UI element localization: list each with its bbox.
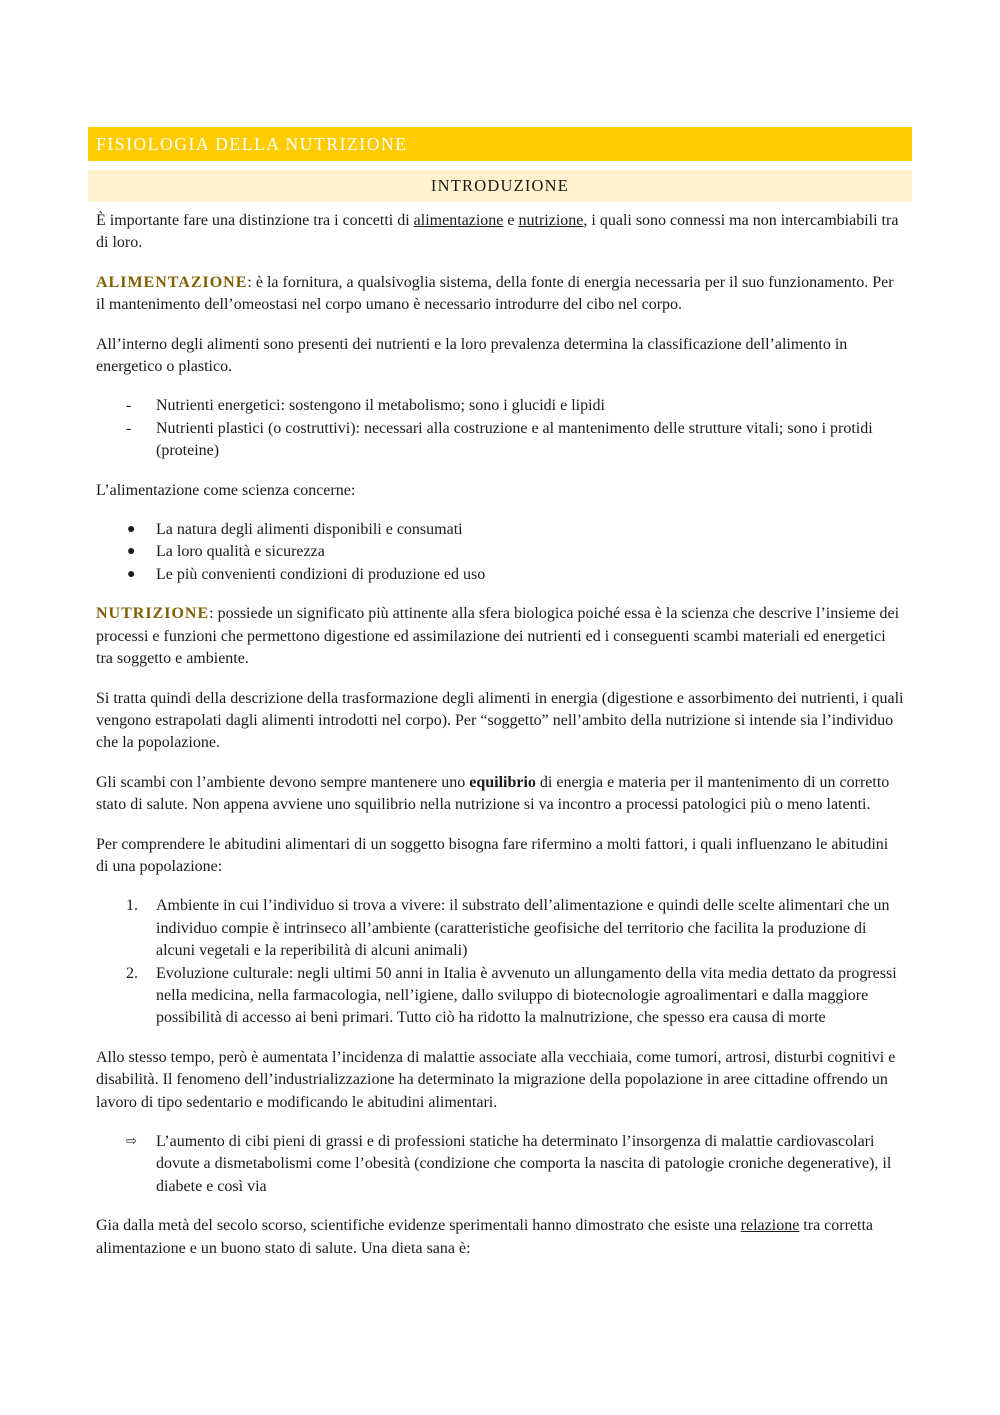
paragraph-vecchiaia: Allo stesso tempo, però è aumentata l’incidenza di malattie associate alla vecchiaia, come tumori, artrosi, disturbi cognitivi e disabilità. Il fenomeno dell’industrializzazione ha determinato la migrazione della popolazione in aree cittadine offrendo un lavoro di tipo sedentario e modificando le abitudini alimentari. <box>96 1048 896 1111</box>
paragraph-scienza: L’alimentazione come scienza concerne: <box>96 481 356 499</box>
list-item: ● La loro qualità e sicurezza <box>96 541 904 563</box>
paragraph-relazione: Gia dalla metà del secolo scorso, scientifiche evidenze sperimentali hanno dimostrato che esiste una relazione tra corretta alimentazione e un buono stato di salute. Una dieta sana è: <box>96 1217 874 1257</box>
dash-marker: - <box>126 419 132 437</box>
bold-term-equilibrio: equilibrio <box>469 773 536 791</box>
list-item: - Nutrienti energetici: sostengono il metabolismo; sono i glucidi e lipidi <box>96 395 904 417</box>
document-title: FISIOLOGIA DELLA NUTRIZIONE <box>88 127 912 161</box>
bullet-marker: ● <box>127 566 136 582</box>
paragraph-abitudini: Per comprendere le abitudini alimentari di un soggetto bisogna fare rifermino a molti fattori, i quali influenzano le abitudini di una popolazione: <box>96 835 889 875</box>
list-item: 1. Ambiente in cui l’individuo si trova a vivere: il substrato dell’alimentazione e quindi delle scelte alimentari che un individuo compie è intrinseco all’ambiente (caratteristiche geofisiche del territorio che facilita la produzione di alcuni vegetali e la reperibilità di alcuni animali) <box>126 897 890 960</box>
number-marker: 1. <box>126 897 138 915</box>
list-item: 2. Evoluzione culturale: negli ultimi 50 anni in Italia è avvenuto un allungamento della vita media dettato da progressi nella medicina, nella farmacologia, nell’igiene, dallo sviluppo di biotecnologie agroalimentari e dalla maggiore possibilità di accesso ai beni primari. Tutto ciò ha ridotto la malnutrizione, che spesso era causa di morte <box>126 964 897 1027</box>
section-heading: INTRODUZIONE <box>88 170 912 202</box>
arrow-right-icon: ⇨ <box>126 1134 137 1149</box>
paragraph-equilibrio: Gli scambi con l’ambiente devono sempre mantenere uno equilibrio di energia e materia per il mantenimento di un corretto stato di salute. Non appena avviene uno squilibrio nella nutrizione si va incontro a processi patologici più o meno latenti. <box>96 773 890 814</box>
list-item: - Nutrienti plastici (o costruttivi): necessari alla costruzione e al mantenimento delle strutture vitali; sono i protidi (proteine) <box>126 419 873 460</box>
arrow-list <box>96 1131 904 1198</box>
paragraph-nutrizione: NUTRIZIONE: possiede un significato più attinente alla sfera biologica poiché essa è la scienza che descrive l’insieme dei processi e funzioni che permettono digestione ed assimilazione dei nutrienti ed i conseguenti scambi materiali ed energetici tra soggetto e ambiente. <box>96 605 900 668</box>
paragraph-trasformazione: Si tratta quindi della descrizione della trasformazione degli alimenti in energia (digestione e assorbimento dei nutrienti, i quali vengono estrapolati dagli alimenti introdotti nel corpo). Per “soggetto” nell’ambito della nutrizione si intende sia l’individuo che la popolazione. <box>96 689 904 752</box>
bullet-marker: ● <box>127 544 136 560</box>
list-item: ● Le più convenienti condizioni di produzione ed uso <box>96 564 904 586</box>
number-marker: 2. <box>126 964 138 982</box>
list-item: ● La natura degli alimenti disponibili e consumati <box>96 519 904 541</box>
paragraph-intro: È importante fare una distinzione tra i concetti di alimentazione e nutrizione, i quali sono connessi ma non intercambiabili tra di loro. <box>96 212 899 252</box>
dash-list <box>96 395 904 462</box>
document-body <box>88 210 912 1260</box>
paragraph-alimentazione: ALIMENTAZIONE: è la fornitura, a qualsivoglia sistema, della fonte di energia necessaria per il suo funzionamento. Per il mantenimento dell’omeostasi nel corpo umano è necessario introdurre del cibo nel corpo. <box>96 273 894 314</box>
underlined-term-relazione: relazione <box>740 1217 800 1235</box>
paragraph-nutrienti: All’interno degli alimenti sono presenti dei nutrienti e la loro prevalenza determina la classificazione dell’alimento in energetico o plastico. <box>96 335 848 376</box>
bullet-marker: ● <box>127 522 136 538</box>
underlined-term-nutrizione: nutrizione <box>518 212 584 229</box>
bullet-list <box>96 519 904 586</box>
list-item: ⇨ L’aumento di cibi pieni di grassi e di professioni statiche ha determinato l’insorgenza di malattie cardiovascolari dovute a dismetabolismi come l’obesità (condizione che comporta la nascita di patologie croniche degenerative), il diabete e così via <box>126 1133 892 1195</box>
underlined-term-alimentazione: alimentazione <box>413 212 504 229</box>
term-alimentazione: ALIMENTAZIONE <box>96 273 248 291</box>
term-nutrizione: NUTRIZIONE <box>96 605 210 623</box>
dash-marker: - <box>126 397 132 415</box>
numbered-list <box>96 895 904 1029</box>
